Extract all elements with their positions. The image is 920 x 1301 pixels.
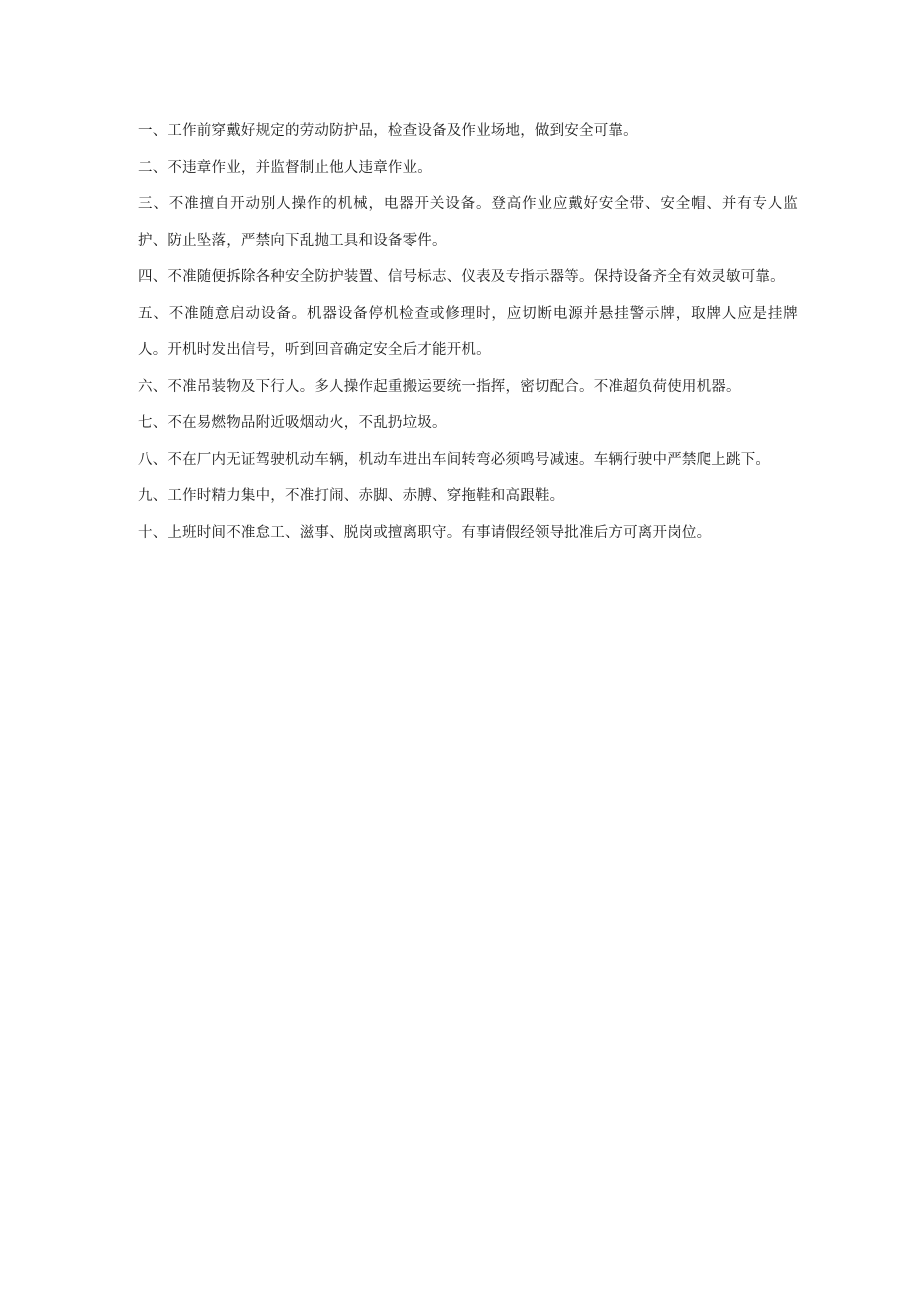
rule-item-3: 三、不准擅自开动别人操作的机械，电器开关设备。登高作业应戴好安全带、安全帽、并有专人监护、防止坠落，严禁向下乱抛工具和设备零件。 bbox=[138, 196, 798, 249]
rule-item-5: 五、不准随意启动设备。机器设备停机检查或修理时，应切断电源并悬挂警示牌，取牌人应是挂牌人。开机时发出信号，听到回音确定安全后才能开机。 bbox=[138, 305, 798, 358]
rule-item-10: 十、上班时间不准怠工、滋事、脱岗或擅离职守。有事请假经领导批准后方可离开岗位。 bbox=[138, 524, 712, 541]
rule-item-7: 七、不在易燃物品附近吸烟动火，不乱扔垃圾。 bbox=[138, 415, 447, 431]
rule-item-4: 四、不准随便拆除各种安全防护装置、信号标志、仪表及专指示器等。保持设备齐全有效灵敏可靠。 bbox=[138, 269, 785, 285]
rule-item-2: 二、不违章作业，并监督制止他人违章作业。 bbox=[138, 159, 432, 176]
rule-item-8: 八、不在厂内无证驾驶机动车辆，机动车进出车间转弯必须鸣号减速。车辆行驶中严禁爬上跳下。 bbox=[138, 451, 771, 468]
rule-item-1: 一、工作前穿戴好规定的劳动防护品，检查设备及作业场地，做到安全可靠。 bbox=[138, 123, 638, 139]
rule-item-9: 九、工作时精力集中，不准打闹、赤脚、赤膊、穿拖鞋和高跟鞋。 bbox=[138, 488, 565, 504]
rules-list bbox=[138, 113, 798, 551]
rule-item-6: 六、不准吊装物及下行人。多人操作起重搬运要统一指挥，密切配合。不准超负荷使用机器。 bbox=[138, 378, 741, 395]
